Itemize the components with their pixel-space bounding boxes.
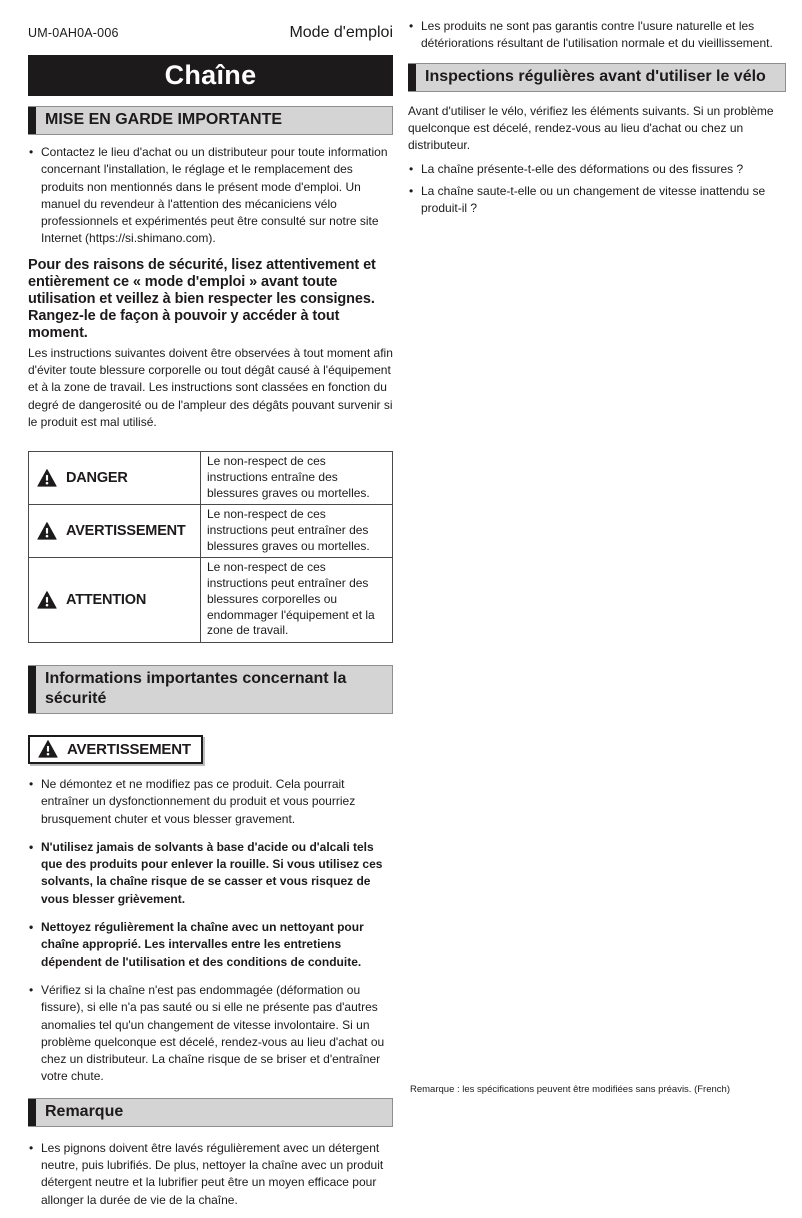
hazard-label: AVERTISSEMENT bbox=[66, 523, 186, 540]
instructions-paragraph: Les instructions suivantes doivent être observées à tout moment afin d'éviter toute blessure corporelle ou tout dégât causé à l'équipement et à la zone de travail. Les instructions sont classées en fonction du degré de dangerosité ou de l'ampleur des dégâts pouvant survenir si le produit est mal utilisé. bbox=[28, 345, 393, 429]
list-item: • N'utilisez jamais de solvants à base d'acide ou d'alcali tels que des produits pour enlever la rouille. Si vous utilisez ces solvants, la chaîne risque de se casser et vous risquez de vous blesser grièvement. bbox=[28, 839, 393, 908]
warning-triangle-icon bbox=[37, 522, 57, 540]
document-type: Mode d'emploi bbox=[289, 24, 393, 41]
list-item: • Les produits ne sont pas garantis contre l'usure naturelle et les détériorations résultant de l'utilisation normale et du vieillissement. bbox=[408, 18, 786, 53]
section-header-informations-importantes: Informations importantes concernant la sécurité bbox=[28, 665, 393, 714]
warning-triangle-icon bbox=[38, 740, 58, 758]
table-row bbox=[29, 558, 392, 642]
hazard-level-table bbox=[28, 451, 393, 643]
table-row bbox=[29, 452, 392, 505]
list-item: • Contactez le lieu d'achat ou un distributeur pour toute information concernant l'installation, le réglage et le remplacement des produits non mentionnés dans le présent mode d'emploi. Un manuel du revendeur à l'attention des mécaniciens vélo professionnels et expérimentés peut être consulté sur notre site Internet (https://si.shimano.com). bbox=[28, 144, 393, 248]
table-row bbox=[29, 505, 392, 558]
hazard-label-cell bbox=[29, 452, 201, 504]
hazard-label: ATTENTION bbox=[66, 592, 147, 609]
page-title: Chaîne bbox=[164, 60, 257, 90]
section-header-mise-en-garde: MISE EN GARDE IMPORTANTE bbox=[28, 106, 393, 135]
warranty-bullet-list bbox=[408, 18, 786, 53]
document-header bbox=[28, 24, 393, 42]
hazard-description: Le non-respect de ces instructions peut entraîner des blessures corporelles ou endommager l'équipement et la zone de travail. bbox=[207, 560, 375, 638]
safety-lead-paragraph: Pour des raisons de sécurité, lisez attentivement et entièrement ce « mode d'emploi » avant toute utilisation et veillez à bien respecter les consignes. Rangez-le de façon à pouvoir y accéder à tout moment. bbox=[28, 256, 376, 341]
warning-bullet-list bbox=[28, 144, 393, 248]
warning-triangle-icon bbox=[37, 469, 57, 487]
right-column bbox=[408, 18, 786, 221]
hazard-description: Le non-respect de ces instructions entraîne des blessures graves ou mortelles. bbox=[207, 454, 370, 500]
warning-triangle-icon bbox=[37, 591, 57, 609]
list-item: • Vérifiez si la chaîne n'est pas endommagée (déformation ou fissure), si elle n'a pas sauté ou si elle ne présente pas d'autres anomalies tel qu'un changement de vitesse involontaire. Si un problème quelconque est décelé, rendez-vous au lieu d'achat ou chez un distributeur. La chaîne risque de se briser et d'entraîner votre chute. bbox=[28, 982, 393, 1086]
hazard-label-cell bbox=[29, 505, 201, 557]
list-item: • La chaîne saute-t-elle ou un changement de vitesse inattendu se produit-il ? bbox=[408, 183, 786, 218]
hazard-label-cell bbox=[29, 558, 201, 642]
document-number: UM-0AH0A-006 bbox=[28, 26, 119, 40]
left-column bbox=[28, 24, 393, 1218]
list-item: • Nettoyez régulièrement la chaîne avec un nettoyant pour chaîne approprié. Les intervalles entre les entretiens dépendent de l'utilisation et des conditions de conduite. bbox=[28, 919, 393, 971]
list-item: • Les pignons doivent être lavés régulièrement avec un détergent neutre, puis lubrifiés. De plus, nettoyer la chaîne avec un produit détergent neutre et la lubrifier peut être un moyen efficace pour allonger la durée de vie de la chaîne. bbox=[28, 1140, 393, 1209]
inspection-paragraph: Avant d'utiliser le vélo, vérifiez les éléments suivants. Si un problème quelconque est décelé, rendez-vous au lieu d'achat ou chez un distributeur. bbox=[408, 103, 774, 153]
note-bullet-list bbox=[28, 1140, 393, 1209]
avertissement-badge bbox=[28, 735, 203, 764]
section-header-inspections: Inspections régulières avant d'utiliser le vélo bbox=[408, 63, 786, 92]
section-header-remarque: Remarque bbox=[28, 1098, 393, 1127]
inspection-question-list bbox=[408, 161, 786, 217]
safety-bullet-list bbox=[28, 776, 393, 1086]
list-item: • Ne démontez et ne modifiez pas ce produit. Cela pourrait entraîner un dysfonctionnement du produit et vous pourriez brusquement chuter et vous blesser gravement. bbox=[28, 776, 393, 828]
footer-disclaimer: Remarque : les spécifications peuvent être modifiées sans préavis. (French) bbox=[410, 1084, 730, 1095]
list-item: • La chaîne présente-t-elle des déformations ou des fissures ? bbox=[408, 161, 786, 178]
title-banner bbox=[28, 55, 393, 96]
hazard-label: DANGER bbox=[66, 470, 128, 487]
hazard-description: Le non-respect de ces instructions peut entraîner des blessures graves ou mortelles. bbox=[207, 507, 370, 553]
avertissement-label: AVERTISSEMENT bbox=[67, 740, 191, 758]
